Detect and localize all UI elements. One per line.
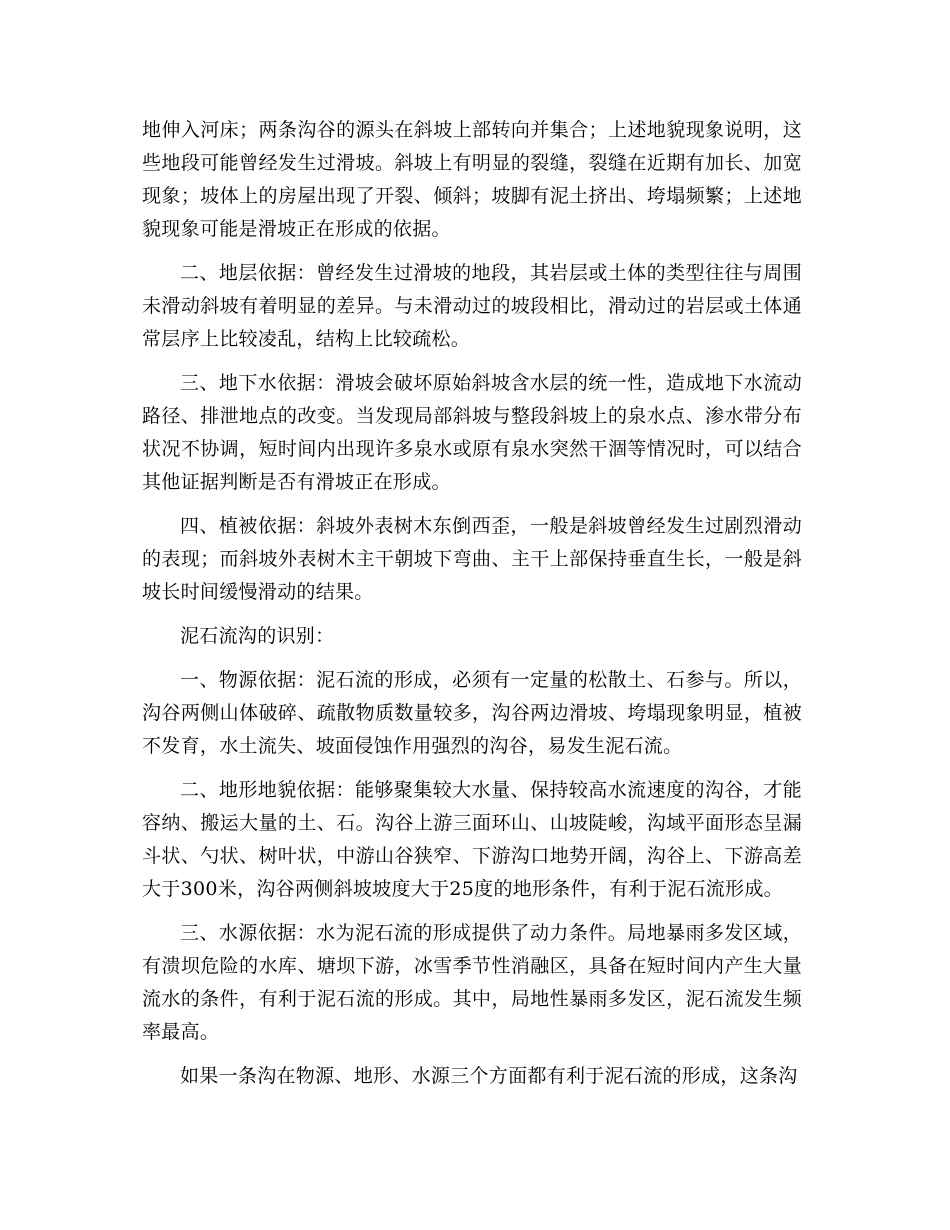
paragraph-material-source-basis: 一、物源依据：泥石流的形成，必须有一定量的松散土、石参与。所以，沟谷两侧山体破碎、疏散物质数量较多，沟谷两边滑坡、垮塌现象明显，植被不发育，水土流失、坡面侵蚀作用强烈的沟谷，易发生泥石流。 — [142, 669, 802, 757]
paragraph-gap — [142, 499, 802, 510]
paragraph-gap — [142, 609, 802, 620]
paragraph-gap — [142, 246, 802, 257]
paragraph-gap — [142, 653, 802, 664]
paragraph-gap — [142, 906, 802, 917]
paragraph-stratum-basis: 二、地层依据：曾经发生过滑坡的地段，其岩层或土体的类型往往与周围未滑动斜坡有着明显的差异。与未滑动过的坡段相比，滑动过的岩层或土体通常层序上比较凌乱，结构上比较疏松。 — [142, 262, 802, 350]
paragraph-conclusion-partial: 如果一条沟在物源、地形、水源三个方面都有利于泥石流的形成，这条沟 — [180, 1065, 798, 1087]
paragraph-gap — [142, 356, 802, 367]
section-heading-debris-flow: 泥石流沟的识别： — [180, 625, 335, 647]
paragraph-gap — [142, 1049, 802, 1060]
paragraph-vegetation-basis: 四、植被依据：斜坡外表树木东倒西歪，一般是斜坡曾经发生过剧烈滑动的表现；而斜坡外表树木主干朝坡下弯曲、主干上部保持垂直生长，一般是斜坡长时间缓慢滑动的结果。 — [142, 515, 802, 603]
paragraph-gap — [142, 763, 802, 774]
paragraph-groundwater-basis: 三、地下水依据：滑坡会破坏原始斜坡含水层的统一性，造成地下水流动路径、排泄地点的改变。当发现局部斜坡与整段斜坡上的泉水点、渗水带分布状况不协调，短时间内出现许多泉水或原有泉水突然干涸等情况时，可以结合其他证据判断是否有滑坡正在形成。 — [142, 372, 802, 493]
document-page — [142, 114, 802, 1093]
paragraph-water-source-basis: 三、水源依据：水为泥石流的形成提供了动力条件。局地暴雨多发区域，有溃坝危险的水库、塘坝下游，冰雪季节性消融区，具备在短时间内产生大量流水的条件，有利于泥石流的形成。其中，局地性暴雨多发区，泥石流发生频率最高。 — [142, 922, 802, 1043]
paragraph-landslide-landform-continued: 地伸入河床；两条沟谷的源头在斜坡上部转向并集合；上述地貌现象说明，这些地段可能曾经发生过滑坡。斜坡上有明显的裂缝，裂缝在近期有加长、加宽现象；坡体上的房屋出现了开裂、倾斜；坡脚有泥土挤出、垮塌频繁；上述地貌现象可能是滑坡正在形成的依据。 — [142, 119, 802, 240]
paragraph-terrain-basis: 二、地形地貌依据：能够聚集较大水量、保持较高水流速度的沟谷，才能容纳、搬运大量的土、石。沟谷上游三面环山、山坡陡峻，沟域平面形态呈漏斗状、勺状、树叶状，中游山谷狭窄、下游沟口地势开阔，沟谷上、下游高差大于300米，沟谷两侧斜坡坡度大于25度的地形条件，有利于泥石流形成。 — [142, 779, 802, 900]
